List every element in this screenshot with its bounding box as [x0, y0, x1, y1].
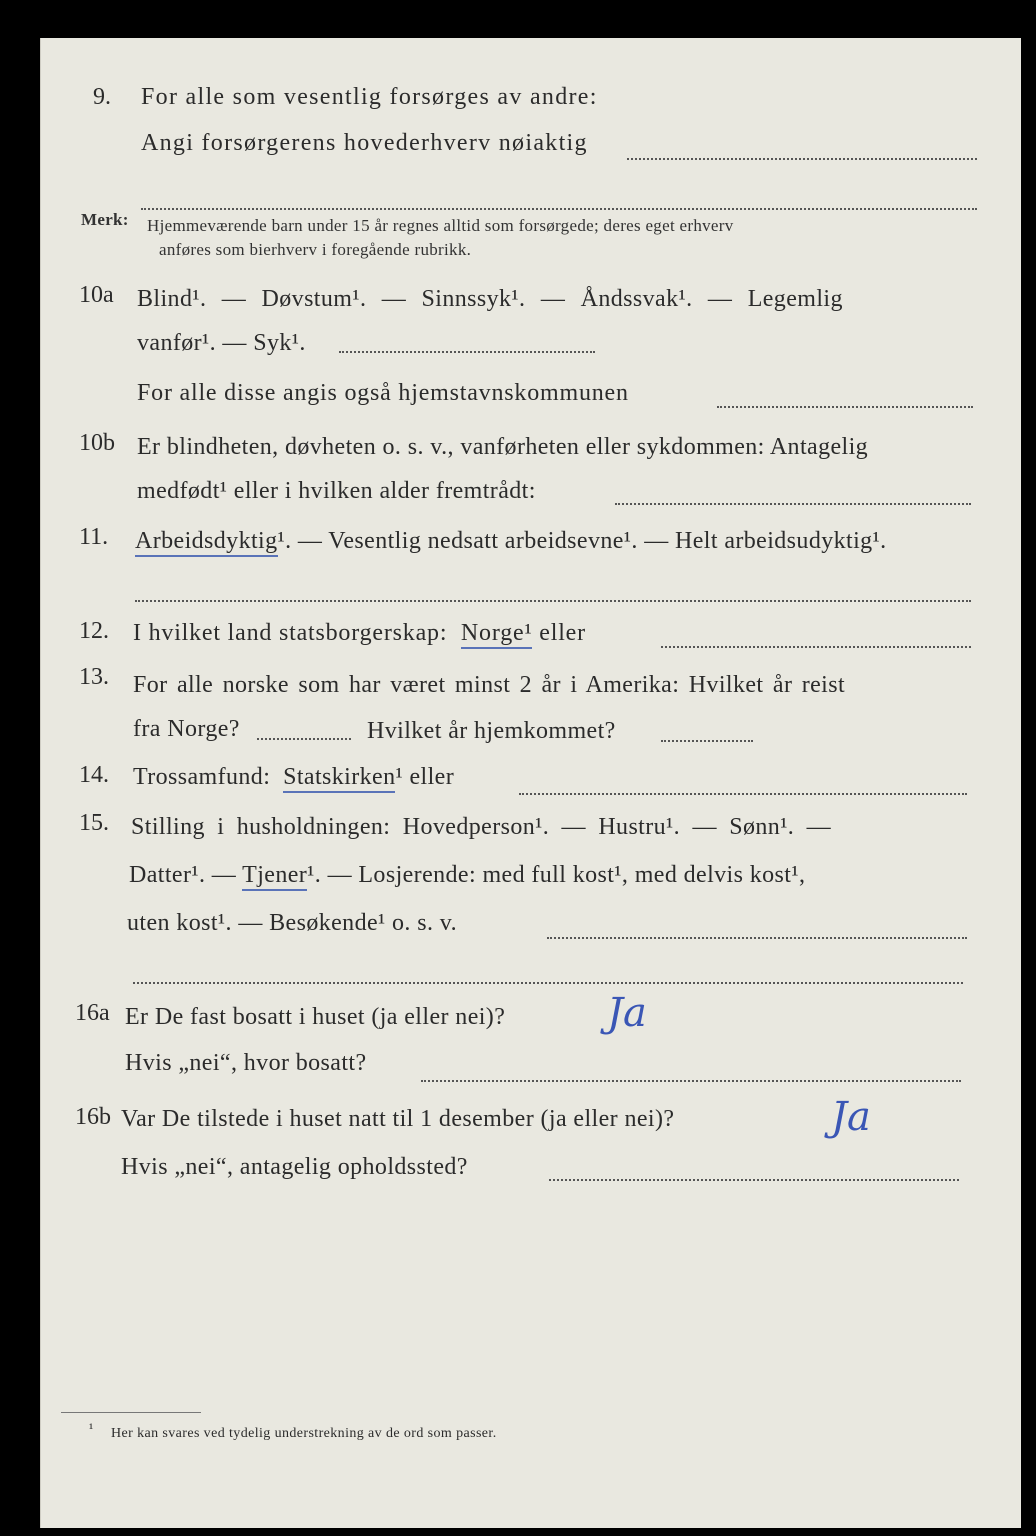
- question-text: Hvilket år hjemkommet?: [367, 718, 616, 744]
- question-number: 10b: [79, 430, 115, 456]
- question-number: 16b: [75, 1104, 111, 1130]
- answer-field[interactable]: [661, 646, 971, 648]
- question-text: vanfør¹. — Syk¹.: [137, 330, 306, 356]
- question-number: 9.: [93, 84, 111, 110]
- question-text: Var De tilstede i huset natt til 1 desember (ja eller nei)?: [121, 1106, 675, 1132]
- question-number: 13.: [79, 664, 109, 690]
- question-text: Blind¹. — Døvstum¹. — Sinnssyk¹. — Åndssvak¹. — Legemlig: [137, 286, 843, 312]
- question-number: 11.: [79, 524, 109, 550]
- question-text-after: ¹ eller: [395, 764, 455, 790]
- selected-answer: Statskirken: [283, 764, 395, 793]
- question-text-part: ¹. — Losjerende: med full kost¹, med delvis kost¹,: [307, 862, 806, 888]
- question-text: [133, 764, 454, 791]
- answer-field[interactable]: [257, 738, 351, 740]
- question-text-part: Datter¹. —: [129, 862, 237, 888]
- selected-answer: Tjener: [242, 862, 307, 891]
- question-text: uten kost¹. — Besøkende¹ o. s. v.: [127, 910, 458, 936]
- question-text: fra Norge?: [133, 716, 240, 742]
- question-text: Er blindheten, døvheten o. s. v., vanførheten eller sykdommen: Antagelig: [137, 434, 869, 460]
- question-number: 15.: [79, 810, 109, 836]
- selected-answer: Arbeidsdyktig: [135, 528, 278, 557]
- answer-field[interactable]: [661, 740, 753, 742]
- note-text: Hjemmeværende barn under 15 år regnes alltid som forsørgede; deres eget erhverv: [147, 216, 734, 235]
- question-text: Stilling i husholdningen: Hovedperson¹. — Hustru¹. — Sønn¹. —: [131, 814, 831, 840]
- answer-field[interactable]: [615, 503, 971, 505]
- answer-field[interactable]: [421, 1080, 961, 1082]
- question-text: medfødt¹ eller i hvilken alder fremtrådt:: [137, 478, 536, 504]
- answer-field[interactable]: [135, 600, 971, 602]
- selected-answer: Norge¹: [461, 620, 533, 649]
- question-text: Hvis „nei“, antagelig opholdssted?: [121, 1154, 468, 1180]
- question-text-before: Trossamfund:: [133, 764, 271, 790]
- question-number: 16a: [75, 1000, 110, 1026]
- question-text: Er De fast bosatt i huset (ja eller nei)?: [125, 1004, 506, 1030]
- footnote-mark: ¹: [89, 1422, 94, 1437]
- answer-field[interactable]: [133, 982, 963, 984]
- question-text: [135, 528, 887, 555]
- question-text: For alle norske som har været minst 2 år i Amerika: Hvilket år reist: [133, 672, 846, 698]
- question-text-rest: ¹. — Vesentlig nedsatt arbeidsevne¹. — Helt arbeidsudyktig¹.: [277, 528, 887, 554]
- question-text: [133, 620, 586, 647]
- question-text: Angi forsørgerens hovederhverv nøiaktig: [141, 130, 588, 156]
- answer-field[interactable]: [549, 1179, 959, 1181]
- question-number: 14.: [79, 762, 109, 788]
- note-label: Merk:: [81, 210, 129, 229]
- answer-field[interactable]: [339, 351, 595, 353]
- footnote-rule: [61, 1412, 201, 1413]
- answer-field[interactable]: [519, 793, 967, 795]
- question-text: For alle disse angis også hjemstavnskommunen: [137, 380, 629, 406]
- footnote-text: Her kan svares ved tydelig understrekning av de ord som passer.: [111, 1426, 497, 1441]
- handwritten-answer: Ja: [607, 990, 647, 1036]
- question-text: Hvis „nei“, hvor bosatt?: [125, 1050, 367, 1076]
- handwritten-answer: Ja: [831, 1094, 871, 1140]
- question-text-before: I hvilket land statsborgerskap:: [133, 620, 448, 646]
- census-form-page: [40, 38, 1021, 1528]
- note-text: anføres som bierhverv i foregående rubrikk.: [159, 240, 472, 259]
- answer-field[interactable]: [141, 208, 977, 210]
- answer-field[interactable]: [717, 406, 973, 408]
- question-text: [129, 862, 805, 889]
- question-text: For alle som vesentlig forsørges av andre:: [141, 84, 598, 110]
- question-text-after: eller: [539, 620, 586, 646]
- answer-field[interactable]: [547, 937, 967, 939]
- answer-field[interactable]: [627, 158, 977, 160]
- question-number: 12.: [79, 618, 109, 644]
- question-number: 10a: [79, 282, 114, 308]
